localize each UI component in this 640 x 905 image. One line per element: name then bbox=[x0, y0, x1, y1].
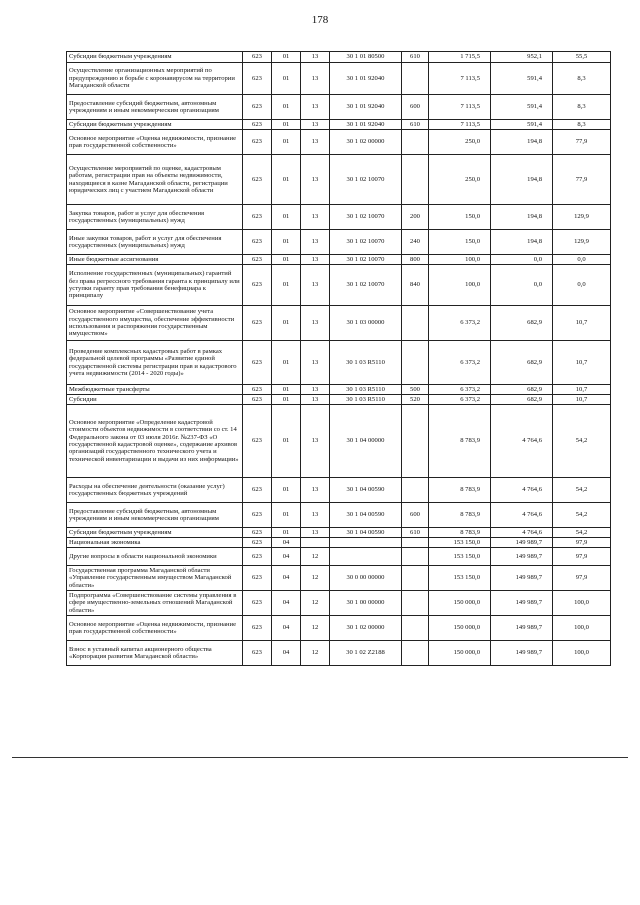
row-name: Предоставление субсидий бюджетным, автономным учреждениям и иным некоммерческим организациям bbox=[67, 95, 243, 120]
cell-gr: 623 bbox=[243, 548, 272, 566]
page-number: 178 bbox=[311, 14, 329, 26]
cell-vr: 600 bbox=[402, 95, 429, 120]
cell-percent: 0,0 bbox=[553, 265, 611, 306]
cell-planned: 150,0 bbox=[429, 205, 491, 230]
row-name: Иные бюджетные ассигнования bbox=[67, 255, 243, 265]
cell-executed: 194,8 bbox=[491, 155, 553, 205]
table-row bbox=[67, 120, 611, 130]
cell-pr: 13 bbox=[301, 230, 330, 255]
cell-csr bbox=[330, 548, 402, 566]
cell-planned: 100,0 bbox=[429, 255, 491, 265]
cell-rz: 01 bbox=[272, 205, 301, 230]
cell-csr: 30 1 02 10070 bbox=[330, 255, 402, 265]
cell-executed: 0,0 bbox=[491, 265, 553, 306]
cell-csr: 30 1 03 R5110 bbox=[330, 395, 402, 405]
table-row bbox=[67, 395, 611, 405]
cell-pr: 13 bbox=[301, 306, 330, 341]
cell-pr: 12 bbox=[301, 548, 330, 566]
cell-pr: 13 bbox=[301, 385, 330, 395]
cell-gr: 623 bbox=[243, 255, 272, 265]
table-body bbox=[67, 52, 611, 666]
table-row bbox=[67, 548, 611, 566]
table-row bbox=[67, 528, 611, 538]
cell-vr bbox=[402, 566, 429, 591]
cell-rz: 01 bbox=[272, 155, 301, 205]
row-name: Межбюджетные трансферты bbox=[67, 385, 243, 395]
cell-rz: 01 bbox=[272, 306, 301, 341]
cell-planned: 150 000,0 bbox=[429, 616, 491, 641]
cell-planned: 8 783,9 bbox=[429, 405, 491, 478]
cell-gr: 623 bbox=[243, 205, 272, 230]
cell-vr: 500 bbox=[402, 385, 429, 395]
cell-planned: 153 150,0 bbox=[429, 566, 491, 591]
table-row bbox=[67, 52, 611, 63]
cell-executed: 149 989,7 bbox=[491, 548, 553, 566]
cell-rz: 01 bbox=[272, 528, 301, 538]
cell-csr: 30 1 03 R5110 bbox=[330, 385, 402, 395]
row-name: Проведение комплексных кадастровых работ в рамках федеральной целевой программы «Развитие единой государственной системы регистрации прав и кадастрового учета недвижимости (2014 - 2020 годы)» bbox=[67, 341, 243, 385]
cell-planned: 8 783,9 bbox=[429, 503, 491, 528]
cell-pr bbox=[301, 538, 330, 548]
table-row bbox=[67, 63, 611, 95]
cell-vr: 520 bbox=[402, 395, 429, 405]
cell-percent: 129,9 bbox=[553, 230, 611, 255]
table-row bbox=[67, 95, 611, 120]
cell-executed: 682,9 bbox=[491, 385, 553, 395]
cell-vr: 600 bbox=[402, 503, 429, 528]
cell-planned: 6 373,2 bbox=[429, 306, 491, 341]
row-name: Субсидии бюджетным учреждениям bbox=[67, 528, 243, 538]
row-name: Субсидии бюджетным учреждениям bbox=[67, 120, 243, 130]
footer-divider bbox=[12, 757, 628, 758]
cell-vr: 610 bbox=[402, 52, 429, 63]
cell-planned: 8 783,9 bbox=[429, 528, 491, 538]
cell-percent: 97,9 bbox=[553, 566, 611, 591]
cell-pr: 13 bbox=[301, 63, 330, 95]
cell-vr bbox=[402, 591, 429, 616]
cell-csr: 30 1 04 00000 bbox=[330, 405, 402, 478]
cell-rz: 01 bbox=[272, 63, 301, 95]
cell-rz: 01 bbox=[272, 405, 301, 478]
cell-pr: 13 bbox=[301, 255, 330, 265]
cell-gr: 623 bbox=[243, 265, 272, 306]
cell-vr bbox=[402, 616, 429, 641]
table-row bbox=[67, 503, 611, 528]
cell-vr bbox=[402, 641, 429, 666]
budget-table bbox=[66, 51, 611, 666]
cell-executed: 591,4 bbox=[491, 63, 553, 95]
cell-planned: 1 715,5 bbox=[429, 52, 491, 63]
cell-rz: 04 bbox=[272, 591, 301, 616]
cell-vr: 200 bbox=[402, 205, 429, 230]
row-name: Расходы на обеспечение деятельности (оказание услуг) государственных бюджетных учреждений bbox=[67, 478, 243, 503]
cell-executed: 194,8 bbox=[491, 230, 553, 255]
cell-pr: 12 bbox=[301, 591, 330, 616]
row-name: Субсидии bbox=[67, 395, 243, 405]
cell-executed: 682,9 bbox=[491, 341, 553, 385]
cell-percent: 55,5 bbox=[553, 52, 611, 63]
row-name: Государственная программа Магаданской области «Управление государственным имуществом Магаданской области» bbox=[67, 566, 243, 591]
cell-vr: 610 bbox=[402, 528, 429, 538]
table-row bbox=[67, 591, 611, 616]
row-name: Основное мероприятие «Определение кадастровой стоимости объектов недвижимости в соответствии со ст. 14 Федерального закона от 03 июля 2016г. №237-ФЗ «О государственной кадастровой оценке», содержание архивов организаций государственного технического учета и технической инвентаризации и выдачи из них информации» bbox=[67, 405, 243, 478]
cell-planned: 8 783,9 bbox=[429, 478, 491, 503]
cell-planned: 6 373,2 bbox=[429, 385, 491, 395]
cell-percent: 54,2 bbox=[553, 478, 611, 503]
cell-rz: 01 bbox=[272, 95, 301, 120]
cell-vr bbox=[402, 548, 429, 566]
cell-percent: 100,0 bbox=[553, 616, 611, 641]
cell-executed: 4 764,6 bbox=[491, 503, 553, 528]
cell-percent: 100,0 bbox=[553, 641, 611, 666]
table-row bbox=[67, 616, 611, 641]
cell-csr: 30 1 02 00000 bbox=[330, 130, 402, 155]
cell-percent: 97,9 bbox=[553, 548, 611, 566]
row-name: Основное мероприятие «Оценка недвижимости, признание прав государственной собственности» bbox=[67, 130, 243, 155]
cell-rz: 01 bbox=[272, 341, 301, 385]
cell-csr bbox=[330, 538, 402, 548]
cell-pr: 13 bbox=[301, 395, 330, 405]
cell-vr: 800 bbox=[402, 255, 429, 265]
table-row bbox=[67, 538, 611, 548]
cell-csr: 30 1 02 10070 bbox=[330, 155, 402, 205]
cell-gr: 623 bbox=[243, 641, 272, 666]
cell-vr: 240 bbox=[402, 230, 429, 255]
row-name: Субсидии бюджетным учреждениям bbox=[67, 52, 243, 63]
cell-pr: 12 bbox=[301, 616, 330, 641]
cell-percent: 100,0 bbox=[553, 591, 611, 616]
cell-rz: 01 bbox=[272, 265, 301, 306]
cell-pr: 13 bbox=[301, 265, 330, 306]
cell-pr: 13 bbox=[301, 405, 330, 478]
cell-csr: 30 1 04 00590 bbox=[330, 503, 402, 528]
cell-executed: 4 764,6 bbox=[491, 528, 553, 538]
cell-percent: 8,3 bbox=[553, 95, 611, 120]
cell-percent: 8,3 bbox=[553, 63, 611, 95]
cell-executed: 4 764,6 bbox=[491, 405, 553, 478]
cell-planned: 150 000,0 bbox=[429, 591, 491, 616]
cell-executed: 149 989,7 bbox=[491, 591, 553, 616]
cell-executed: 591,4 bbox=[491, 120, 553, 130]
row-name: Закупка товаров, работ и услуг для обеспечения государственных (муниципальных) нужд bbox=[67, 205, 243, 230]
cell-rz: 01 bbox=[272, 255, 301, 265]
cell-executed: 0,0 bbox=[491, 255, 553, 265]
table-row bbox=[67, 155, 611, 205]
cell-percent: 10,7 bbox=[553, 385, 611, 395]
table-row bbox=[67, 641, 611, 666]
cell-gr: 623 bbox=[243, 616, 272, 641]
cell-gr: 623 bbox=[243, 155, 272, 205]
cell-gr: 623 bbox=[243, 591, 272, 616]
table-row bbox=[67, 385, 611, 395]
cell-csr: 30 1 01 92040 bbox=[330, 120, 402, 130]
cell-vr: 840 bbox=[402, 265, 429, 306]
cell-planned: 153 150,0 bbox=[429, 548, 491, 566]
row-name: Осуществление организационных мероприятий по предупреждению и борьбе с коронавирусом на территории Магаданской области bbox=[67, 63, 243, 95]
cell-rz: 01 bbox=[272, 130, 301, 155]
cell-executed: 682,9 bbox=[491, 306, 553, 341]
cell-gr: 623 bbox=[243, 503, 272, 528]
cell-planned: 250,0 bbox=[429, 130, 491, 155]
cell-csr: 30 1 01 92040 bbox=[330, 63, 402, 95]
cell-gr: 623 bbox=[243, 306, 272, 341]
row-name: Основное мероприятие «Совершенствование учета государственного имущества, обеспечение эффективности использования и распоряжения государственным имуществом» bbox=[67, 306, 243, 341]
cell-pr: 13 bbox=[301, 528, 330, 538]
cell-vr bbox=[402, 63, 429, 95]
cell-csr: 30 1 04 00590 bbox=[330, 528, 402, 538]
cell-gr: 623 bbox=[243, 478, 272, 503]
cell-executed: 4 764,6 bbox=[491, 478, 553, 503]
cell-percent: 8,3 bbox=[553, 120, 611, 130]
row-name: Иные закупки товаров, работ и услуг для обеспечения государственных (муниципальных) нужд bbox=[67, 230, 243, 255]
cell-percent: 77,9 bbox=[553, 155, 611, 205]
cell-csr: 30 1 01 80500 bbox=[330, 52, 402, 63]
cell-planned: 7 113,5 bbox=[429, 63, 491, 95]
cell-vr bbox=[402, 538, 429, 548]
cell-csr: 30 1 02 Z2188 bbox=[330, 641, 402, 666]
table-row bbox=[67, 306, 611, 341]
cell-vr: 610 bbox=[402, 120, 429, 130]
cell-planned: 6 373,2 bbox=[429, 341, 491, 385]
cell-executed: 952,1 bbox=[491, 52, 553, 63]
cell-gr: 623 bbox=[243, 385, 272, 395]
cell-pr: 13 bbox=[301, 120, 330, 130]
cell-percent: 129,9 bbox=[553, 205, 611, 230]
cell-percent: 54,2 bbox=[553, 503, 611, 528]
row-name: Подпрограмма «Совершенствование системы управления в сфере имущественно-земельных отношений Магаданской области» bbox=[67, 591, 243, 616]
cell-percent: 10,7 bbox=[553, 341, 611, 385]
table-row bbox=[67, 230, 611, 255]
cell-percent: 54,2 bbox=[553, 528, 611, 538]
cell-rz: 04 bbox=[272, 616, 301, 641]
cell-gr: 623 bbox=[243, 63, 272, 95]
cell-csr: 30 1 02 10070 bbox=[330, 205, 402, 230]
cell-rz: 01 bbox=[272, 52, 301, 63]
row-name: Взнос в уставный капитал акционерного общества «Корпорация развития Магаданской области» bbox=[67, 641, 243, 666]
cell-vr bbox=[402, 155, 429, 205]
row-name: Предоставление субсидий бюджетным, автономным учреждениям и иным некоммерческим организациям bbox=[67, 503, 243, 528]
table-row bbox=[67, 478, 611, 503]
cell-planned: 100,0 bbox=[429, 265, 491, 306]
cell-vr bbox=[402, 341, 429, 385]
cell-planned: 7 113,5 bbox=[429, 120, 491, 130]
cell-gr: 623 bbox=[243, 528, 272, 538]
cell-rz: 04 bbox=[272, 538, 301, 548]
row-name: Исполнение государственных (муниципальных) гарантий без права регрессного требования гаранта к принципалу или уступки гаранту прав требования бенефициара к принципалу bbox=[67, 265, 243, 306]
table-row bbox=[67, 265, 611, 306]
cell-rz: 04 bbox=[272, 548, 301, 566]
cell-percent: 54,2 bbox=[553, 405, 611, 478]
cell-gr: 623 bbox=[243, 405, 272, 478]
table-row bbox=[67, 405, 611, 478]
cell-executed: 682,9 bbox=[491, 395, 553, 405]
cell-planned: 6 373,2 bbox=[429, 395, 491, 405]
cell-executed: 149 989,7 bbox=[491, 616, 553, 641]
cell-pr: 13 bbox=[301, 478, 330, 503]
table-row bbox=[67, 566, 611, 591]
cell-pr: 13 bbox=[301, 205, 330, 230]
cell-planned: 7 113,5 bbox=[429, 95, 491, 120]
cell-gr: 623 bbox=[243, 395, 272, 405]
cell-executed: 149 989,7 bbox=[491, 538, 553, 548]
cell-vr bbox=[402, 478, 429, 503]
cell-pr: 13 bbox=[301, 155, 330, 205]
row-name: Осуществление мероприятий по оценке, кадастровым работам, регистрации прав на объекты недвижимости, находящиеся в казне Магаданской области, регистрации юридических лиц с участием Магаданской области bbox=[67, 155, 243, 205]
cell-gr: 623 bbox=[243, 566, 272, 591]
cell-gr: 623 bbox=[243, 130, 272, 155]
cell-planned: 250,0 bbox=[429, 155, 491, 205]
cell-csr: 30 1 03 00000 bbox=[330, 306, 402, 341]
cell-csr: 30 1 04 00590 bbox=[330, 478, 402, 503]
cell-pr: 13 bbox=[301, 130, 330, 155]
cell-gr: 623 bbox=[243, 230, 272, 255]
cell-csr: 30 0 00 00000 bbox=[330, 566, 402, 591]
table-row bbox=[67, 341, 611, 385]
table-row bbox=[67, 255, 611, 265]
cell-pr: 13 bbox=[301, 341, 330, 385]
cell-percent: 97,9 bbox=[553, 538, 611, 548]
cell-pr: 12 bbox=[301, 641, 330, 666]
cell-executed: 591,4 bbox=[491, 95, 553, 120]
cell-percent: 10,7 bbox=[553, 306, 611, 341]
cell-csr: 30 1 02 10070 bbox=[330, 230, 402, 255]
cell-planned: 150,0 bbox=[429, 230, 491, 255]
cell-pr: 13 bbox=[301, 503, 330, 528]
cell-rz: 01 bbox=[272, 120, 301, 130]
cell-pr: 13 bbox=[301, 52, 330, 63]
cell-gr: 623 bbox=[243, 52, 272, 63]
cell-executed: 194,8 bbox=[491, 205, 553, 230]
cell-gr: 623 bbox=[243, 341, 272, 385]
cell-rz: 01 bbox=[272, 503, 301, 528]
cell-vr bbox=[402, 130, 429, 155]
cell-pr: 13 bbox=[301, 95, 330, 120]
cell-rz: 01 bbox=[272, 230, 301, 255]
cell-csr: 30 1 02 10070 bbox=[330, 265, 402, 306]
table-row bbox=[67, 205, 611, 230]
cell-executed: 194,8 bbox=[491, 130, 553, 155]
cell-pr: 12 bbox=[301, 566, 330, 591]
cell-rz: 01 bbox=[272, 478, 301, 503]
cell-vr bbox=[402, 405, 429, 478]
cell-percent: 10,7 bbox=[553, 395, 611, 405]
cell-percent: 77,9 bbox=[553, 130, 611, 155]
cell-gr: 623 bbox=[243, 120, 272, 130]
table-row bbox=[67, 130, 611, 155]
cell-rz: 04 bbox=[272, 641, 301, 666]
cell-planned: 153 150,0 bbox=[429, 538, 491, 548]
cell-vr bbox=[402, 306, 429, 341]
row-name: Национальная экономика bbox=[67, 538, 243, 548]
cell-planned: 150 000,0 bbox=[429, 641, 491, 666]
cell-csr: 30 1 02 00000 bbox=[330, 616, 402, 641]
row-name: Другие вопросы в области национальной экономики bbox=[67, 548, 243, 566]
cell-csr: 30 1 01 92040 bbox=[330, 95, 402, 120]
cell-rz: 01 bbox=[272, 385, 301, 395]
cell-executed: 149 989,7 bbox=[491, 566, 553, 591]
cell-gr: 623 bbox=[243, 538, 272, 548]
cell-rz: 04 bbox=[272, 566, 301, 591]
cell-percent: 0,0 bbox=[553, 255, 611, 265]
cell-csr: 30 1 03 R5110 bbox=[330, 341, 402, 385]
cell-csr: 30 1 00 00000 bbox=[330, 591, 402, 616]
cell-gr: 623 bbox=[243, 95, 272, 120]
cell-executed: 149 989,7 bbox=[491, 641, 553, 666]
cell-rz: 01 bbox=[272, 395, 301, 405]
row-name: Основное мероприятие «Оценка недвижимости, признание прав государственной собственности» bbox=[67, 616, 243, 641]
